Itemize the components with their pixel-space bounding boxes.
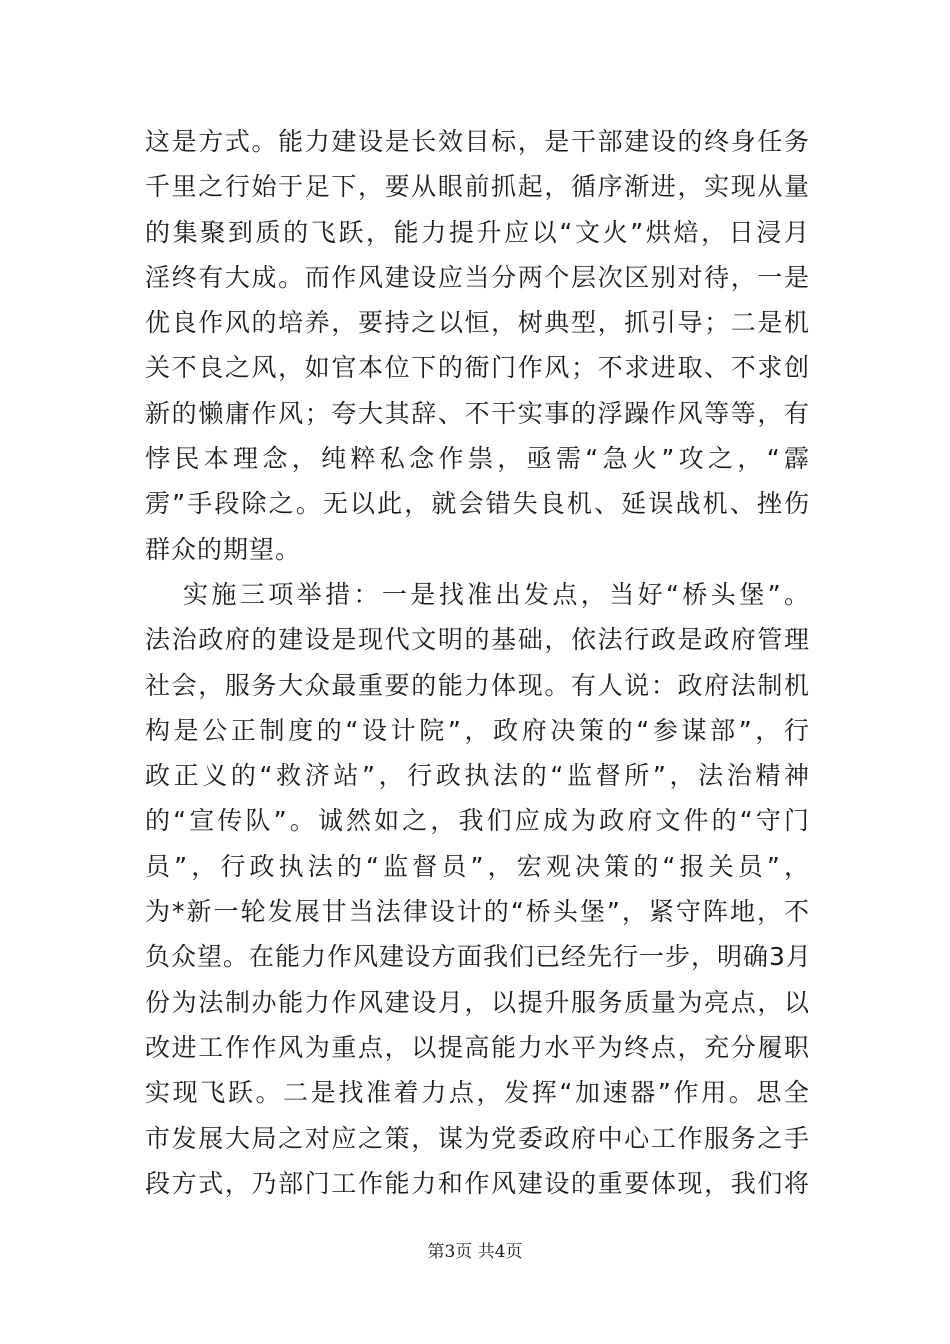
text-line: 的集聚到质的飞跃，能力提升应以“文火”烘焙，日浸月 — [145, 217, 810, 247]
text-line: 这是方式。能力建设是长效目标，是干部建设的终身任务 — [145, 127, 810, 156]
text-line: 社会，服务大众最重要的能力体现。有人说：政府法制机 — [145, 670, 810, 700]
text-line: 段方式，乃部门工作能力和作风建设的重要体现，我们将 — [145, 1168, 810, 1198]
text-line: 的“宣传队”。诚然如之，我们应成为政府文件的“守门 — [145, 806, 810, 836]
text-line: 优良作风的培养，要持之以恒，树典型，抓引导；二是机 — [145, 308, 810, 338]
paragraph-start-line: 实施三项举措：一是找准出发点，当好“桥头堡”。 — [183, 579, 810, 609]
text-line: 淫终有大成。而作风建设应当分两个层次区别对待，一是 — [145, 262, 810, 292]
text-line: 实现飞跃。二是找准着力点，发挥“加速器”作用。思全 — [145, 1078, 810, 1108]
text-line: 群众的期望。 — [145, 534, 302, 564]
text-line: 新的懒庸作风；夸大其辞、不干实事的浮躁作风等等，有 — [145, 398, 810, 428]
text-line: 改进工作作风为重点，以提高能力水平为终点，充分履职 — [145, 1032, 810, 1062]
text-line: 负众望。在能力作风建设方面我们已经先行一步，明确3月 — [145, 942, 812, 972]
text-line: 千里之行始于足下，要从眼前抓起，循序渐进，实现从量 — [145, 172, 810, 202]
body-text — [145, 119, 810, 1206]
text-line: 份为法制办能力作风建设月，以提升服务质量为亮点，以 — [145, 987, 810, 1017]
text-line: 员”，行政执法的“监督员”，宏观决策的“报关员”， — [145, 851, 810, 881]
text-line: 为*新一轮发展甘当法律设计的“桥头堡”，紧守阵地，不 — [145, 897, 810, 927]
text-line: 构是公正制度的“设计院”，政府决策的“参谋部”，行 — [145, 715, 810, 745]
text-line: 悖民本理念，纯粹私念作祟，亟需“急火”攻之，“霹 — [145, 444, 810, 474]
text-line: 政正义的“救济站”，行政执法的“监督所”，法治精神 — [145, 761, 810, 791]
page-number-footer: 第3页 共4页 — [427, 1242, 523, 1262]
text-line: 关不良之风，如官本位下的衙门作风；不求进取、不求创 — [145, 353, 810, 383]
text-line: 法治政府的建设是现代文明的基础，依法行政是政府管理 — [145, 625, 810, 655]
text-line: 市发展大局之对应之策，谋为党委政府中心工作服务之手 — [145, 1123, 810, 1153]
text-line: 雳”手段除之。无以此，就会错失良机、延误战机、挫伤 — [145, 489, 810, 519]
